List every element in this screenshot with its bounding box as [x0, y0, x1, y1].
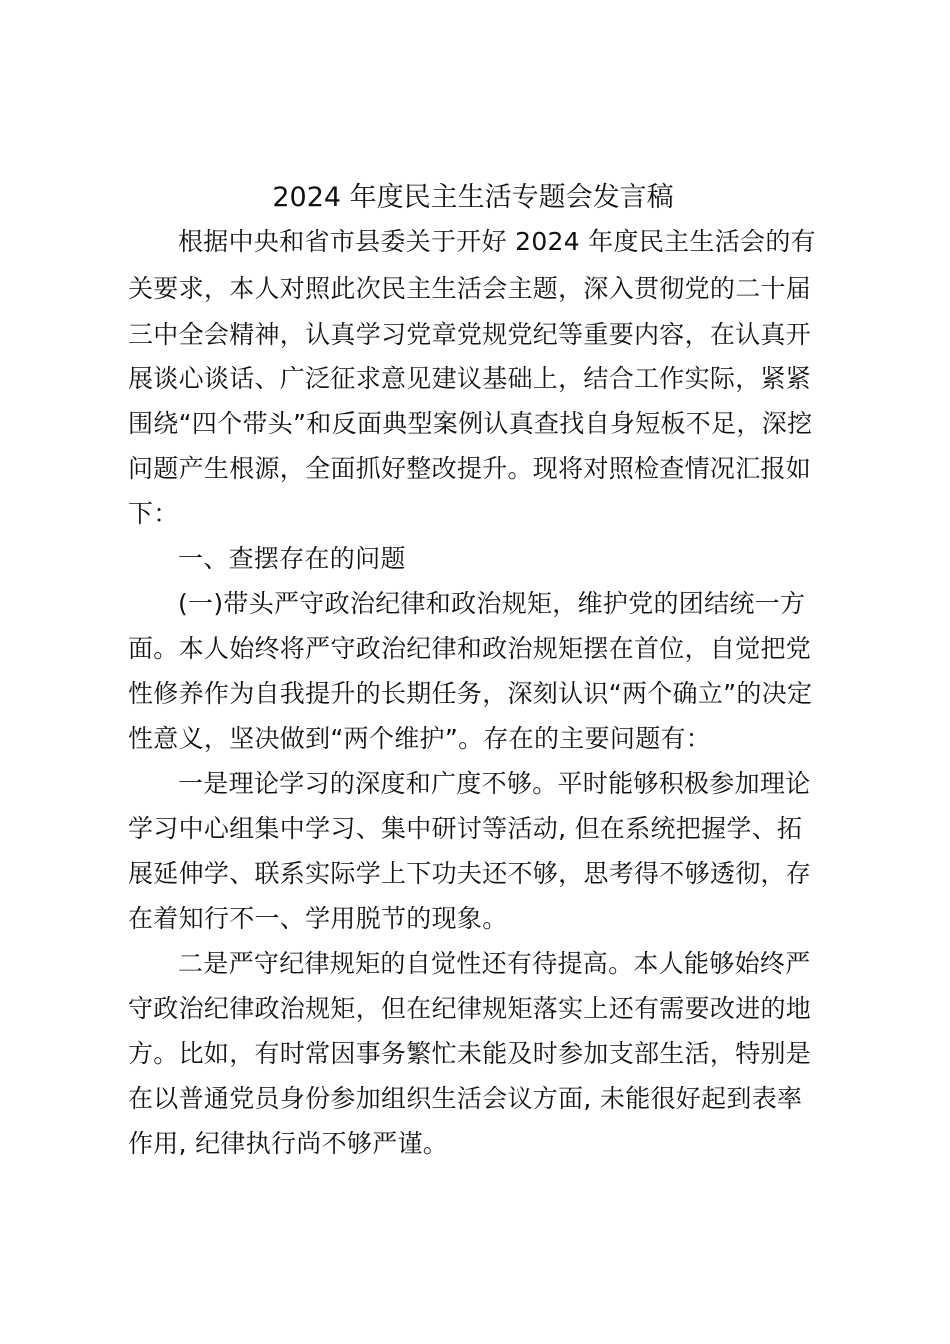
paragraph-line: 三中全会精神，认真学习党章党规党纪等重要内容，在认真开: [128, 320, 812, 349]
paragraph-line: 守政治纪律政治规矩，但在纪律规矩落实上还有需要改进的地: [128, 994, 812, 1023]
paragraph-line: 根据中央和省市县委关于开好 2024 年度民主生活会的有: [178, 227, 816, 256]
subsection-heading: (一)带头严守政治纪律和政治规矩，维护党的团结统一方: [178, 589, 806, 618]
paragraph-line: 围绕“四个带头”和反面典型案例认真查找自身短板不足，深挖: [128, 409, 813, 438]
paragraph-line: 展延伸学、联系实际学上下功夫还不够，思考得不够透彻，存: [128, 859, 812, 888]
paragraph-line: 二是严守纪律规矩的自觉性还有待提高。本人能够始终严: [178, 949, 811, 978]
document-title: 2024 年度民主生活专题会发言稿: [272, 182, 674, 213]
paragraph-line: 面。本人始终将严守政治纪律和政治规矩摆在首位，自觉把党: [128, 634, 812, 663]
paragraph-line: 学习中心组集中学习、集中研讨等活动, 但在系统把握学、拓: [128, 814, 803, 843]
paragraph-line: 在以普通党员身份参加组织生活会议方面, 未能很好起到表率: [128, 1084, 803, 1113]
paragraph-line: 问题产生根源，全面抓好整改提升。现将对照检查情况汇报如: [128, 454, 812, 483]
paragraph-line: 在着知行不一、学用脱节的现象。: [128, 904, 508, 933]
paragraph-line: 性意义，坚决做到“两个维护”。存在的主要问题有：: [128, 724, 712, 753]
paragraph-line: 展谈心谈话、广泛征求意见建议基础上，结合工作实际，紧紧: [128, 364, 812, 393]
paragraph-line: 下：: [128, 499, 179, 528]
section-heading: 一、查摆存在的问题: [178, 544, 406, 573]
paragraph-line: 一是理论学习的深度和广度不够。平时能够积极参加理论: [178, 769, 811, 798]
paragraph-line: 关要求，本人对照此次民主生活会主题，深入贯彻党的二十届: [128, 274, 812, 303]
paragraph-line: 作用, 纪律执行尚不够严谨。: [128, 1129, 449, 1158]
paragraph-line: 性修养作为自我提升的长期任务，深刻认识“两个确立”的决定: [128, 679, 813, 708]
paragraph-line: 方。比如，有时常因事务繁忙未能及时参加支部生活，特别是: [128, 1039, 812, 1068]
